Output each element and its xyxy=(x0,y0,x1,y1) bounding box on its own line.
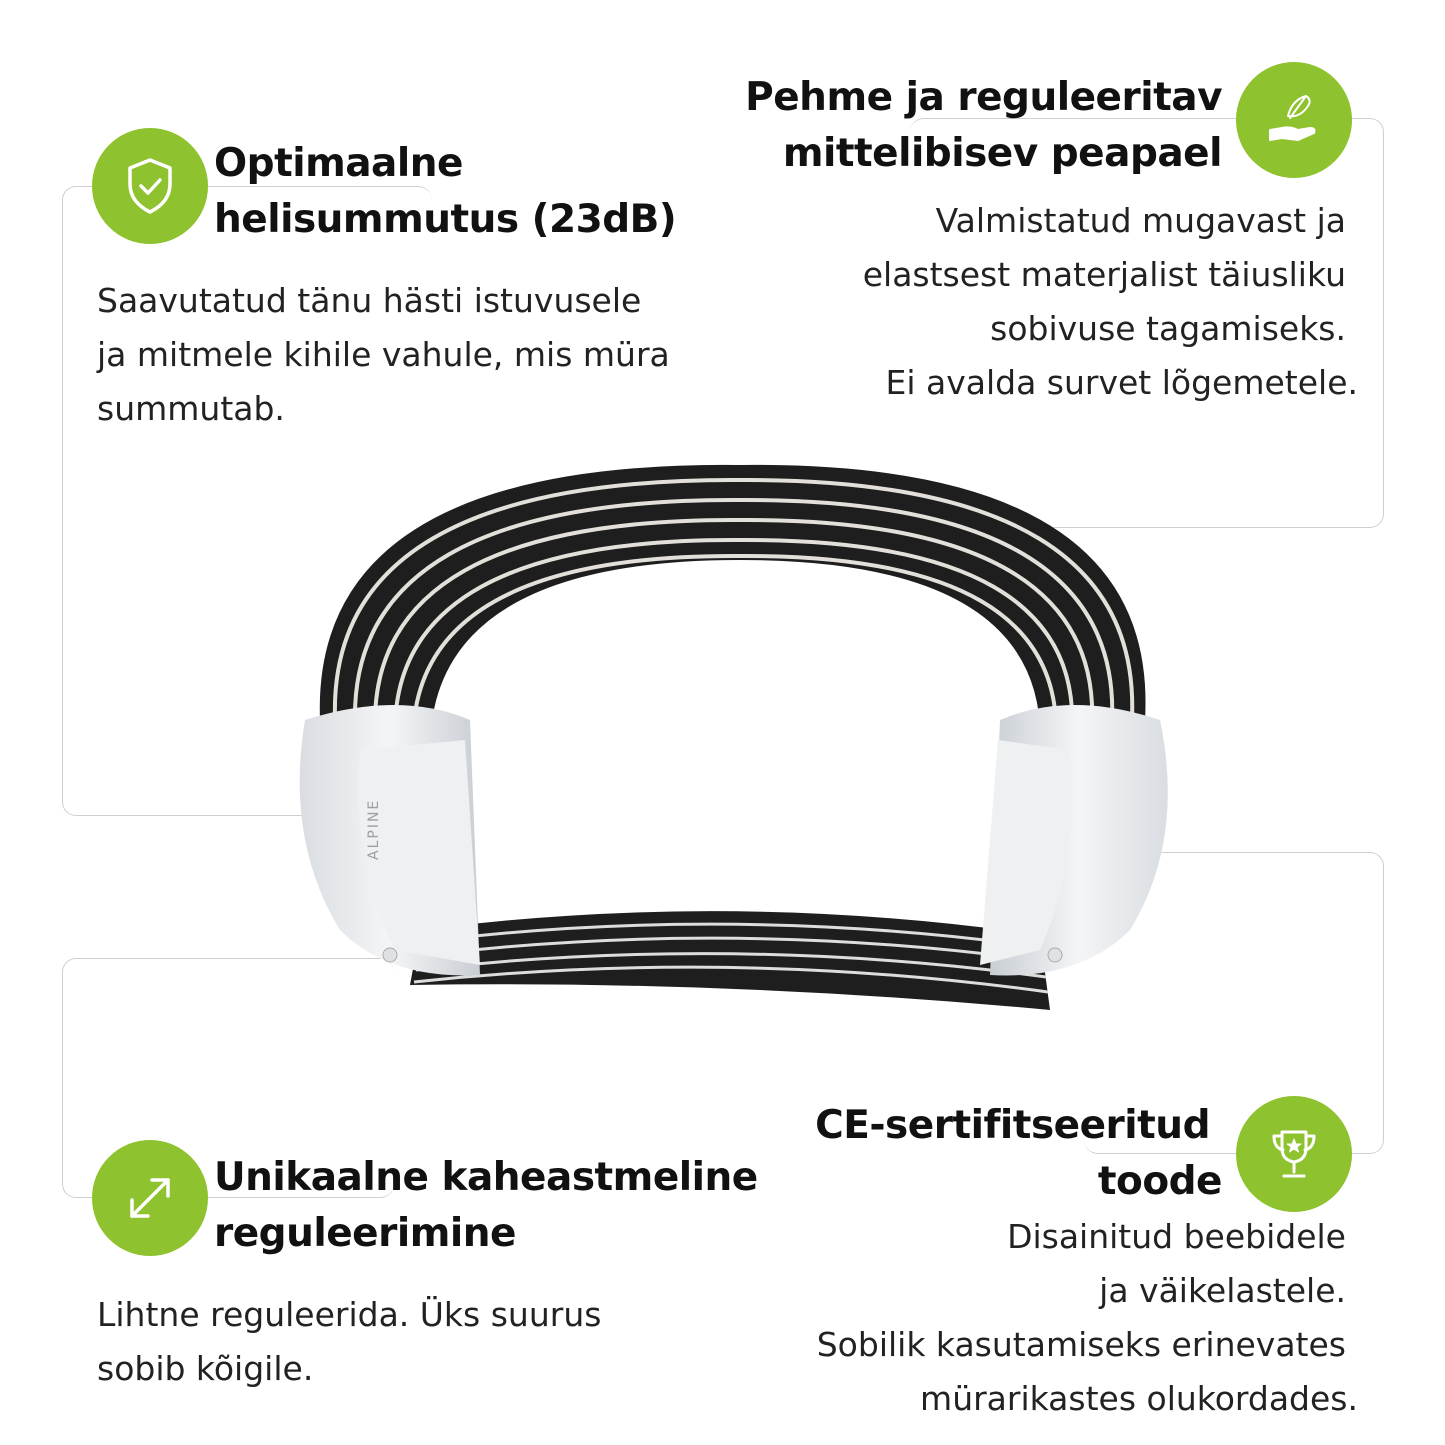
certified-description: Disainitud beebidele ja väikelastele. Sobilik kasutamiseks erinevates mürarikastes olukordades. xyxy=(816,1217,1358,1418)
headband-description: Valmistatud mugavast ja elastsest materjalist täiusliku sobivuse tagamiseks. Ei avalda survet lõgemetele. xyxy=(862,201,1358,402)
resize-arrows-icon xyxy=(92,1140,208,1256)
adjust-description: Lihtne reguleerida. Üks suurus sobib kõigile. xyxy=(97,1295,602,1388)
earmuff-product-image xyxy=(280,420,1180,1040)
headband-title: Pehme ja reguleeritav mittelibisev peapael xyxy=(745,75,1222,176)
certified-title: CE-sertifitseeritud toode xyxy=(815,1103,1222,1204)
sound-description: Saavutatud tänu hästi istuvusele ja mitmele kihile vahule, mis müra summutab. xyxy=(97,281,670,428)
right-ear-cup xyxy=(980,705,1168,975)
top-headband xyxy=(320,465,1146,750)
feather-hand-icon xyxy=(1236,62,1352,178)
shield-check-icon xyxy=(92,128,208,244)
adjust-title: Unikaalne kaheastmeline reguleerimine xyxy=(214,1155,758,1256)
sound-title: Optimaalne helisummutus (23dB) xyxy=(214,141,677,242)
brand-logo: ALPINE xyxy=(366,798,382,860)
trophy-icon xyxy=(1236,1096,1352,1212)
bottom-strap xyxy=(410,911,1050,1010)
left-ear-cup xyxy=(300,705,480,975)
